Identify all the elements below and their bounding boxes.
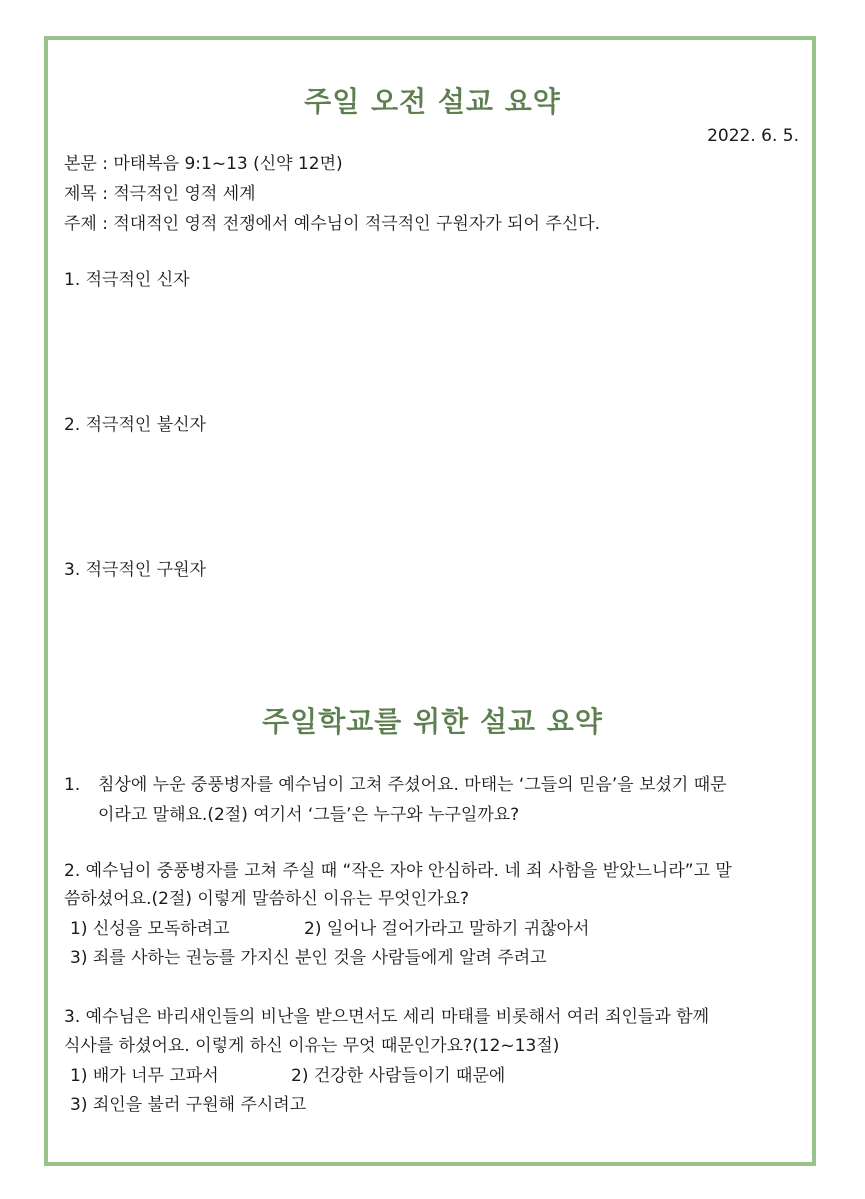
q3-line-2: 식사를 하셨어요. 이렇게 하신 이유는 무엇 때문인가요?(12~13절) [64, 1036, 560, 1056]
morning-sermon-title: 주일 오전 설교 요약 [304, 85, 561, 118]
q3-option-1: 1) 배가 너무 고파서 [70, 1066, 219, 1086]
point-2: 2. 적극적인 불신자 [64, 415, 206, 435]
point-1: 1. 적극적인 신자 [64, 270, 190, 290]
q3-option-2: 2) 건강한 사람들이기 때문에 [291, 1066, 506, 1086]
sermon-date: 2022. 6. 5. [707, 126, 799, 146]
q1-line-2: 이라고 말해요.(2절) 여기서 ‘그들’은 누구와 누구일까요? [98, 805, 520, 825]
q1-line-1: 침상에 누운 중풍병자를 예수님이 고쳐 주셨어요. 마태는 ‘그들의 믿음’을 보셨기 때문 [98, 775, 727, 795]
sunday-school-title: 주일학교를 위한 설교 요약 [262, 705, 603, 738]
q2-line-1: 2. 예수님이 중풍병자를 고쳐 주실 때 “작은 자야 안심하라. 네 죄 사함을 받았느니라”고 말 [64, 861, 732, 881]
subject-line: 제목 : 적극적인 영적 세계 [64, 184, 256, 204]
q3-line-1: 3. 예수님은 바리새인들의 비난을 받으면서도 세리 마태를 비롯해서 여러 죄인들과 함께 [64, 1007, 710, 1027]
q1-number: 1. [64, 775, 81, 795]
q2-option-3: 3) 죄를 사하는 권능를 가지신 분인 것을 사람들에게 알려 주려고 [70, 948, 547, 968]
q3-option-3: 3) 죄인을 불러 구원해 주시려고 [70, 1095, 307, 1115]
q2-option-1: 1) 신성을 모독하려고 [70, 919, 230, 939]
theme-line: 주제 : 적대적인 영적 전쟁에서 예수님이 적극적인 구원자가 되어 주신다. [64, 214, 601, 234]
q2-option-2: 2) 일어나 걸어가라고 말하기 귀찮아서 [304, 919, 590, 939]
scripture-line: 본문 : 마태복음 9:1~13 (신약 12면) [64, 154, 343, 174]
point-3: 3. 적극적인 구원자 [64, 560, 206, 580]
q2-line-2: 씀하셨어요.(2절) 이렇게 말씀하신 이유는 무엇인가요? [64, 889, 469, 909]
